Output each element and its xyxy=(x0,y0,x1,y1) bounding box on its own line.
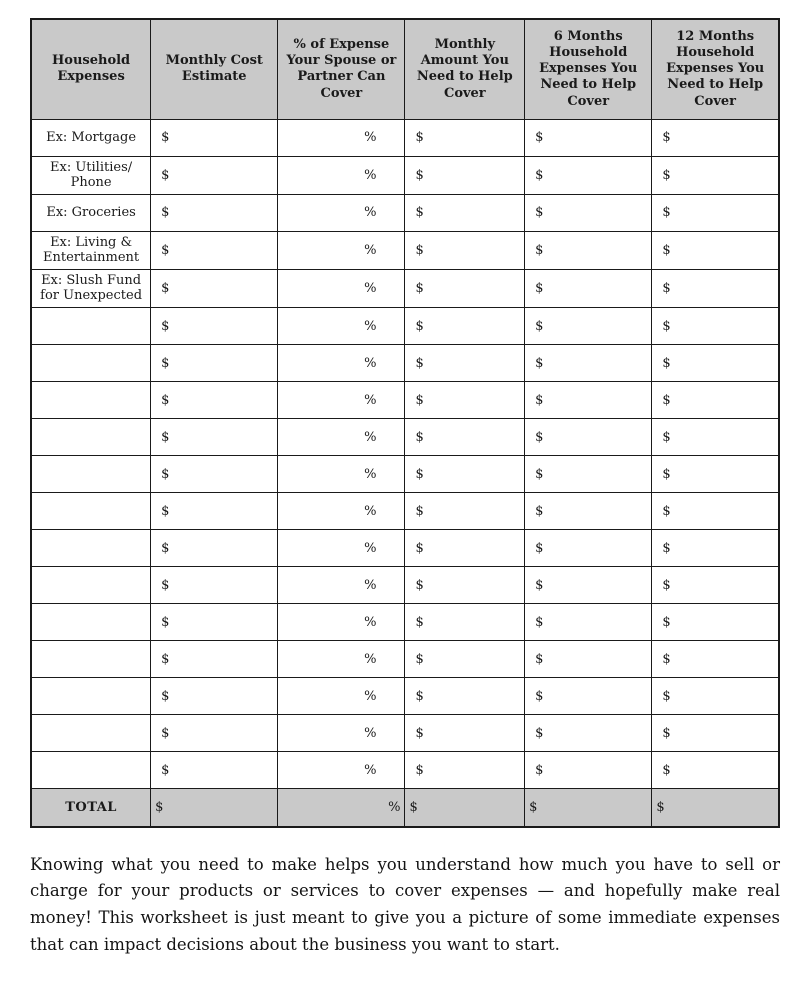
six-months-cell: $ xyxy=(525,456,652,493)
six-months-cell: $ xyxy=(525,194,652,231)
monthly-amount-cell: $ xyxy=(405,119,525,156)
six-months-cell: $ xyxy=(525,752,652,789)
spouse-percent-cell: % xyxy=(278,715,405,752)
expense-label-cell: Ex: Groceries xyxy=(31,194,151,231)
expense-label-cell xyxy=(31,530,151,567)
monthly-amount-cell: $ xyxy=(405,194,525,231)
six-months-cell: $ xyxy=(525,156,652,194)
header-monthly-amount-to-cover: Monthly Amount You Need to Help Cover xyxy=(405,19,525,119)
six-months-cell: $ xyxy=(525,604,652,641)
monthly-cost-cell: $ xyxy=(151,156,278,194)
table-row xyxy=(31,641,779,678)
monthly-cost-cell: $ xyxy=(151,604,278,641)
monthly-amount-cell: $ xyxy=(405,604,525,641)
monthly-cost-cell: $ xyxy=(151,678,278,715)
spouse-percent-cell: % xyxy=(278,382,405,419)
spouse-percent-cell: % xyxy=(278,641,405,678)
table-footer xyxy=(31,789,779,827)
monthly-amount-cell: $ xyxy=(405,345,525,382)
expense-label-cell xyxy=(31,345,151,382)
spouse-percent-cell: % xyxy=(278,493,405,530)
twelve-months-cell: $ xyxy=(652,382,779,419)
monthly-amount-cell: $ xyxy=(405,456,525,493)
six-months-cell: $ xyxy=(525,530,652,567)
spouse-percent-cell: % xyxy=(278,156,405,194)
twelve-months-cell: $ xyxy=(652,269,779,307)
monthly-cost-cell: $ xyxy=(151,194,278,231)
six-months-cell: $ xyxy=(525,419,652,456)
table-row xyxy=(31,567,779,604)
expense-label-cell: Ex: Mortgage xyxy=(31,119,151,156)
twelve-months-cell: $ xyxy=(652,456,779,493)
table-row xyxy=(31,119,779,156)
twelve-months-cell: $ xyxy=(652,678,779,715)
expense-label-cell xyxy=(31,641,151,678)
monthly-amount-cell: $ xyxy=(405,269,525,307)
expense-label-cell: Ex: Slush Fund for Unexpected xyxy=(31,269,151,307)
table-row xyxy=(31,715,779,752)
table-row xyxy=(31,493,779,530)
monthly-cost-cell: $ xyxy=(151,231,278,269)
spouse-percent-cell: % xyxy=(278,752,405,789)
spouse-percent-cell: % xyxy=(278,345,405,382)
six-months-cell: $ xyxy=(525,382,652,419)
expense-label-cell xyxy=(31,604,151,641)
expense-label-cell: Ex: Utilities/ Phone xyxy=(31,156,151,194)
table-row xyxy=(31,419,779,456)
six-months-cell: $ xyxy=(525,308,652,345)
monthly-cost-cell: $ xyxy=(151,567,278,604)
twelve-months-cell: $ xyxy=(652,604,779,641)
header-six-months-expenses: 6 Months Household Expenses You Need to Help Cover xyxy=(525,19,652,119)
monthly-cost-cell: $ xyxy=(151,530,278,567)
monthly-amount-cell: $ xyxy=(405,308,525,345)
table-row xyxy=(31,678,779,715)
monthly-amount-cell: $ xyxy=(405,382,525,419)
expense-label-cell xyxy=(31,752,151,789)
spouse-percent-cell: % xyxy=(278,119,405,156)
expense-label-cell xyxy=(31,678,151,715)
monthly-cost-cell: $ xyxy=(151,641,278,678)
monthly-cost-cell: $ xyxy=(151,382,278,419)
total-monthly-cost-cell: $ xyxy=(151,789,278,827)
six-months-cell: $ xyxy=(525,345,652,382)
monthly-amount-cell: $ xyxy=(405,715,525,752)
monthly-cost-cell: $ xyxy=(151,715,278,752)
twelve-months-cell: $ xyxy=(652,308,779,345)
monthly-amount-cell: $ xyxy=(405,530,525,567)
six-months-cell: $ xyxy=(525,567,652,604)
six-months-cell: $ xyxy=(525,493,652,530)
total-six-months-cell: $ xyxy=(525,789,652,827)
twelve-months-cell: $ xyxy=(652,194,779,231)
twelve-months-cell: $ xyxy=(652,530,779,567)
spouse-percent-cell: % xyxy=(278,567,405,604)
header-monthly-cost-estimate: Monthly Cost Estimate xyxy=(151,19,278,119)
header-spouse-percent-cover: % of Expense Your Spouse or Partner Can Cover xyxy=(278,19,405,119)
twelve-months-cell: $ xyxy=(652,493,779,530)
expense-label-cell xyxy=(31,308,151,345)
monthly-amount-cell: $ xyxy=(405,493,525,530)
table-row xyxy=(31,604,779,641)
monthly-cost-cell: $ xyxy=(151,308,278,345)
spouse-percent-cell: % xyxy=(278,194,405,231)
six-months-cell: $ xyxy=(525,678,652,715)
six-months-cell: $ xyxy=(525,231,652,269)
monthly-cost-cell: $ xyxy=(151,456,278,493)
household-expenses-table xyxy=(30,18,780,828)
total-row xyxy=(31,789,779,827)
table-row xyxy=(31,269,779,307)
table-row xyxy=(31,530,779,567)
table-header xyxy=(31,19,779,119)
table-row xyxy=(31,382,779,419)
closing-paragraph: Knowing what you need to make helps you understand how much you have to sell or charge for your products or services to cover expenses — and hopefully make real money! This worksheet is just meant to give you a picture of some immediate expenses that can impact decisions about the business you want to start. xyxy=(30,854,780,954)
spouse-percent-cell: % xyxy=(278,308,405,345)
six-months-cell: $ xyxy=(525,269,652,307)
expense-label-cell xyxy=(31,567,151,604)
monthly-cost-cell: $ xyxy=(151,493,278,530)
table-row xyxy=(31,752,779,789)
expense-label-cell: Ex: Living & Entertainment xyxy=(31,231,151,269)
monthly-cost-cell: $ xyxy=(151,419,278,456)
monthly-amount-cell: $ xyxy=(405,419,525,456)
total-monthly-amount-cell: $ xyxy=(405,789,525,827)
expense-label-cell xyxy=(31,715,151,752)
total-label: TOTAL xyxy=(31,789,151,827)
monthly-cost-cell: $ xyxy=(151,269,278,307)
spouse-percent-cell: % xyxy=(278,269,405,307)
monthly-amount-cell: $ xyxy=(405,752,525,789)
table-body xyxy=(31,119,779,789)
table-row xyxy=(31,231,779,269)
twelve-months-cell: $ xyxy=(652,715,779,752)
header-row xyxy=(31,19,779,119)
monthly-amount-cell: $ xyxy=(405,567,525,604)
header-twelve-months-expenses: 12 Months Household Expenses You Need to Help Cover xyxy=(652,19,779,119)
table-row xyxy=(31,345,779,382)
monthly-amount-cell: $ xyxy=(405,641,525,678)
twelve-months-cell: $ xyxy=(652,156,779,194)
six-months-cell: $ xyxy=(525,119,652,156)
expense-label-cell xyxy=(31,382,151,419)
monthly-amount-cell: $ xyxy=(405,231,525,269)
twelve-months-cell: $ xyxy=(652,752,779,789)
total-twelve-months-cell: $ xyxy=(652,789,779,827)
expense-label-cell xyxy=(31,419,151,456)
twelve-months-cell: $ xyxy=(652,567,779,604)
total-spouse-percent-cell: % xyxy=(278,789,405,827)
twelve-months-cell: $ xyxy=(652,345,779,382)
table-row xyxy=(31,308,779,345)
spouse-percent-cell: % xyxy=(278,231,405,269)
spouse-percent-cell: % xyxy=(278,530,405,567)
monthly-cost-cell: $ xyxy=(151,345,278,382)
spouse-percent-cell: % xyxy=(278,456,405,493)
spouse-percent-cell: % xyxy=(278,678,405,715)
twelve-months-cell: $ xyxy=(652,119,779,156)
six-months-cell: $ xyxy=(525,641,652,678)
monthly-cost-cell: $ xyxy=(151,119,278,156)
spouse-percent-cell: % xyxy=(278,419,405,456)
table-row xyxy=(31,156,779,194)
header-household-expenses: Household Expenses xyxy=(31,19,151,119)
table-row xyxy=(31,456,779,493)
monthly-amount-cell: $ xyxy=(405,678,525,715)
monthly-cost-cell: $ xyxy=(151,752,278,789)
twelve-months-cell: $ xyxy=(652,231,779,269)
expense-label-cell xyxy=(31,493,151,530)
expense-label-cell xyxy=(31,456,151,493)
table-row xyxy=(31,194,779,231)
spouse-percent-cell: % xyxy=(278,604,405,641)
twelve-months-cell: $ xyxy=(652,641,779,678)
twelve-months-cell: $ xyxy=(652,419,779,456)
six-months-cell: $ xyxy=(525,715,652,752)
monthly-amount-cell: $ xyxy=(405,156,525,194)
